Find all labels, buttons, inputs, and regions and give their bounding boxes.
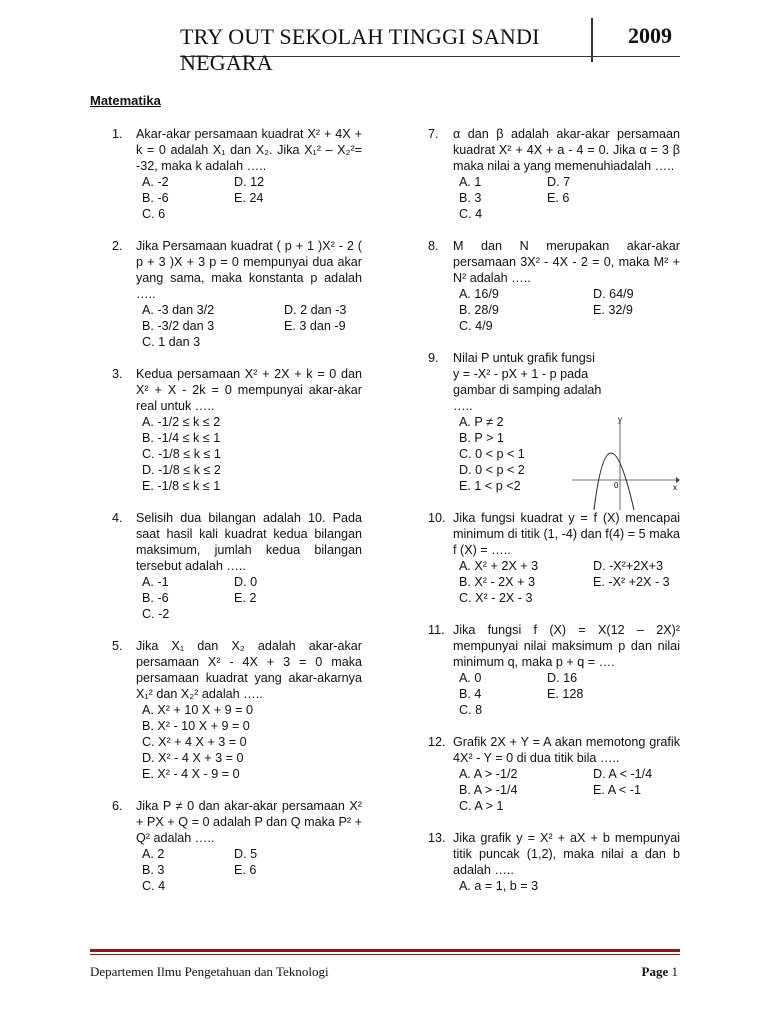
answer-option: B. X² - 2X + 3 bbox=[459, 575, 535, 589]
answer-option: B. P > 1 bbox=[459, 431, 504, 445]
option-row bbox=[453, 286, 680, 302]
question-stem: Nilai P untuk grafik fungsi y = -X² - pX + 1 - p pada gambar di samping adalah ….. bbox=[453, 351, 602, 413]
option-row bbox=[453, 590, 680, 606]
answer-option: A. -1 bbox=[142, 575, 169, 589]
option-row bbox=[453, 574, 680, 590]
option-row bbox=[136, 878, 362, 894]
answer-option: C. 1 dan 3 bbox=[142, 335, 201, 349]
answer-option: E. 3 dan -9 bbox=[284, 319, 346, 333]
option-row bbox=[453, 206, 680, 222]
option-row bbox=[136, 334, 362, 350]
question-stem: M dan N merupakan akar-akar persamaan 3X² - 4X - 2 = 0, maka M² + N² adalah ….. bbox=[453, 239, 680, 285]
question-number: 10. bbox=[428, 511, 446, 525]
option-row bbox=[136, 734, 362, 750]
question-number: 3. bbox=[112, 367, 123, 381]
question bbox=[428, 622, 680, 718]
option-row bbox=[136, 414, 362, 430]
question bbox=[428, 830, 680, 894]
answer-option: E. 32/9 bbox=[593, 303, 633, 317]
answer-option: C. 4/9 bbox=[459, 319, 493, 333]
footer-department: Departemen Ilmu Pengetahuan dan Teknologi bbox=[90, 964, 329, 979]
question bbox=[428, 238, 680, 334]
answer-option: C. 0 < p < 1 bbox=[459, 447, 525, 461]
option-row bbox=[136, 718, 362, 734]
answer-option: C. X² + 4 X + 3 = 0 bbox=[142, 735, 247, 749]
option-row bbox=[136, 846, 362, 862]
question-stem: Jika P ≠ 0 dan akar-akar persamaan X² + PX + Q = 0 adalah P dan Q maka P² + Q² adalah ….. bbox=[136, 799, 362, 845]
answer-option: E. 24 bbox=[234, 191, 264, 205]
option-row bbox=[136, 766, 362, 782]
header-divider bbox=[591, 18, 593, 62]
option-row bbox=[453, 670, 680, 686]
option-row bbox=[453, 318, 680, 334]
answer-option: E. -X² +2X - 3 bbox=[593, 575, 670, 589]
right-column bbox=[428, 126, 680, 910]
option-row bbox=[136, 206, 362, 222]
option-row bbox=[136, 318, 362, 334]
answer-option: D. A < -1/4 bbox=[593, 767, 653, 781]
graph-origin-label: 0 bbox=[614, 481, 619, 490]
question-stem: Akar-akar persamaan kuadrat X² + 4X + k = 0 adalah X₁ dan X₂. Jika X₁² – X₂²= -32, maka k adalah ….. bbox=[136, 127, 362, 173]
footer-rule-thick bbox=[90, 949, 680, 952]
answer-option: A. -3 dan 3/2 bbox=[142, 303, 215, 317]
option-row bbox=[453, 302, 680, 318]
question bbox=[428, 126, 680, 222]
answer-option: C. A > 1 bbox=[459, 799, 504, 813]
answer-options bbox=[453, 670, 680, 718]
answer-options bbox=[136, 302, 362, 350]
answer-options bbox=[453, 766, 680, 814]
option-row bbox=[136, 606, 362, 622]
answer-options bbox=[136, 574, 362, 622]
subject-heading: Matematika bbox=[90, 93, 161, 108]
answer-option: C. -2 bbox=[142, 607, 170, 621]
option-row bbox=[453, 190, 680, 206]
answer-option: A. -1/2 ≤ k ≤ 2 bbox=[142, 415, 221, 429]
page-header bbox=[180, 18, 680, 75]
question-number: 13. bbox=[428, 831, 446, 845]
question-stem: Jika Persamaan kuadrat ( p + 1 )X² - 2 ( p + 3 )X + 3 p = 0 mempunyai dua akar yang sama, maka konstanta p adalah ….. bbox=[136, 239, 362, 301]
question bbox=[112, 798, 362, 894]
question bbox=[112, 510, 362, 622]
answer-option: A. X² + 10 X + 9 = 0 bbox=[142, 703, 253, 717]
answer-option: E. 6 bbox=[547, 191, 570, 205]
question bbox=[428, 734, 680, 814]
answer-option: A. a = 1, b = 3 bbox=[459, 879, 539, 893]
answer-option: C. 6 bbox=[142, 207, 166, 221]
option-row bbox=[136, 478, 362, 494]
answer-option: A. X² + 2X + 3 bbox=[459, 559, 539, 573]
option-row bbox=[453, 782, 680, 798]
answer-option: E. 1 < p <2 bbox=[459, 479, 521, 493]
option-row bbox=[136, 190, 362, 206]
answer-option: C. 4 bbox=[142, 879, 166, 893]
header-title: TRY OUT SEKOLAH TINGGI SANDI NEGARA bbox=[180, 24, 540, 75]
answer-option: D. -1/8 ≤ k ≤ 2 bbox=[142, 463, 221, 477]
answer-option: A. 2 bbox=[142, 847, 165, 861]
question-stem: Jika fungsi f (X) = X(12 – 2X)² mempunyai nilai maksimum p dan nilai minimum q, maka p + q = …. bbox=[453, 623, 680, 669]
option-row bbox=[136, 446, 362, 462]
answer-options bbox=[453, 558, 680, 606]
question-stem: Grafik 2X + Y = A akan memotong grafik 4X² - Y = 0 di dua titik bila ….. bbox=[453, 735, 680, 765]
answer-options bbox=[136, 414, 362, 494]
answer-options bbox=[453, 878, 680, 894]
option-row bbox=[453, 766, 680, 782]
answer-options bbox=[136, 702, 362, 782]
answer-option: D. -X²+2X+3 bbox=[593, 559, 663, 573]
question-number: 9. bbox=[428, 351, 439, 365]
left-column bbox=[112, 126, 362, 910]
question-number: 5. bbox=[112, 639, 123, 653]
question-number: 7. bbox=[428, 127, 439, 141]
option-row bbox=[136, 702, 362, 718]
parabola-graph bbox=[572, 416, 680, 512]
answer-option: E. X² - 4 X - 9 = 0 bbox=[142, 767, 240, 781]
answer-option: E. A < -1 bbox=[593, 783, 641, 797]
answer-option: A. P ≠ 2 bbox=[459, 415, 504, 429]
answer-option: C. 8 bbox=[459, 703, 483, 717]
option-row bbox=[136, 302, 362, 318]
option-row bbox=[136, 174, 362, 190]
answer-option: D. 12 bbox=[234, 175, 265, 189]
answer-options bbox=[453, 286, 680, 334]
question-stem: α dan β adalah akar-akar persamaan kuadrat X² + 4X + a - 4 = 0. Jika α = 3 β maka nilai a yang memenuhiadalah ….. bbox=[453, 127, 680, 173]
answer-options bbox=[453, 174, 680, 222]
answer-options bbox=[136, 174, 362, 222]
question-number: 11. bbox=[428, 623, 445, 637]
option-row bbox=[136, 462, 362, 478]
question-number: 4. bbox=[112, 511, 123, 525]
answer-option: B. 4 bbox=[459, 687, 482, 701]
question-stem: Jika grafik y = X² + aX + b mempunyai titik puncak (1,2), maka nilai a dan b adalah ….. bbox=[453, 831, 680, 877]
option-row bbox=[453, 174, 680, 190]
answer-option: D. X² - 4 X + 3 = 0 bbox=[142, 751, 244, 765]
answer-option: D. 2 dan -3 bbox=[284, 303, 347, 317]
footer-page bbox=[642, 964, 678, 980]
question bbox=[112, 638, 362, 782]
option-row bbox=[136, 590, 362, 606]
option-row bbox=[136, 430, 362, 446]
question-number: 8. bbox=[428, 239, 439, 253]
question-number: 6. bbox=[112, 799, 123, 813]
answer-option: D. 5 bbox=[234, 847, 258, 861]
answer-option: A. A > -1/2 bbox=[459, 767, 518, 781]
answer-option: B. -6 bbox=[142, 591, 169, 605]
answer-option: D. 16 bbox=[547, 671, 578, 685]
question-stem: Jika fungsi kuadrat y = f (X) mencapai minimum di titik (1, -4) dan f(4) = 5 maka f (X) = ….. bbox=[453, 511, 680, 557]
answer-option: B. 3 bbox=[142, 863, 165, 877]
question bbox=[112, 126, 362, 222]
question-stem: Jika X₁ dan X₂ adalah akar-akar persamaan X² - 4X + 3 = 0 maka persamaan kuadrat yang akar-akarnya X₁² dan X₂² adalah ….. bbox=[136, 639, 362, 701]
answer-option: A. 0 bbox=[459, 671, 482, 685]
graph-y-label: y bbox=[618, 416, 622, 424]
question-number: 1. bbox=[112, 127, 123, 141]
answer-option: C. -1/8 ≤ k ≤ 1 bbox=[142, 447, 221, 461]
question-stem: Selisih dua bilangan adalah 10. Pada saat hasil kali kuadrat kedua bilangan maksimum, jumlah kedua bilangan tersebut adalah ….. bbox=[136, 511, 362, 573]
answer-option: B. A > -1/4 bbox=[459, 783, 518, 797]
footer-page-label: Page bbox=[641, 964, 669, 979]
answer-option: E. 2 bbox=[234, 591, 257, 605]
answer-option: C. 4 bbox=[459, 207, 483, 221]
answer-option: A. 16/9 bbox=[459, 287, 499, 301]
answer-option: B. -3/2 dan 3 bbox=[142, 319, 215, 333]
answer-option: B. 3 bbox=[459, 191, 482, 205]
question-number: 2. bbox=[112, 239, 123, 253]
answer-option: C. X² - 2X - 3 bbox=[459, 591, 533, 605]
question-number: 12. bbox=[428, 735, 446, 749]
answer-option: A. -2 bbox=[142, 175, 169, 189]
question bbox=[428, 510, 680, 606]
answer-options bbox=[136, 846, 362, 894]
option-row bbox=[453, 702, 680, 718]
answer-option: D. 7 bbox=[547, 175, 571, 189]
answer-option: B. -6 bbox=[142, 191, 169, 205]
question bbox=[112, 238, 362, 350]
answer-option: B. -1/4 ≤ k ≤ 1 bbox=[142, 431, 221, 445]
answer-option: B. 28/9 bbox=[459, 303, 499, 317]
answer-option: D. 0 bbox=[234, 575, 258, 589]
question bbox=[112, 366, 362, 494]
header-year: 2009 bbox=[628, 23, 672, 48]
option-row bbox=[453, 878, 680, 894]
answer-option: D. 0 < p < 2 bbox=[459, 463, 525, 477]
answer-option: E. -1/8 ≤ k ≤ 1 bbox=[142, 479, 221, 493]
question-stem: Kedua persamaan X² + 2X + k = 0 dan X² + X - 2k = 0 mempunyai akar-akar real untuk ….. bbox=[136, 367, 362, 413]
footer-rule-thin bbox=[90, 954, 680, 955]
option-row bbox=[136, 750, 362, 766]
option-row bbox=[136, 574, 362, 590]
option-row bbox=[453, 686, 680, 702]
option-row bbox=[453, 798, 680, 814]
graph-x-label: x bbox=[673, 483, 677, 492]
footer-page-number: 1 bbox=[671, 964, 678, 979]
answer-option: D. 64/9 bbox=[593, 287, 634, 301]
answer-option: A. 1 bbox=[459, 175, 482, 189]
option-row bbox=[136, 862, 362, 878]
option-row bbox=[453, 558, 680, 574]
answer-option: B. X² - 10 X + 9 = 0 bbox=[142, 719, 250, 733]
answer-option: E. 6 bbox=[234, 863, 257, 877]
answer-option: E. 128 bbox=[547, 687, 584, 701]
